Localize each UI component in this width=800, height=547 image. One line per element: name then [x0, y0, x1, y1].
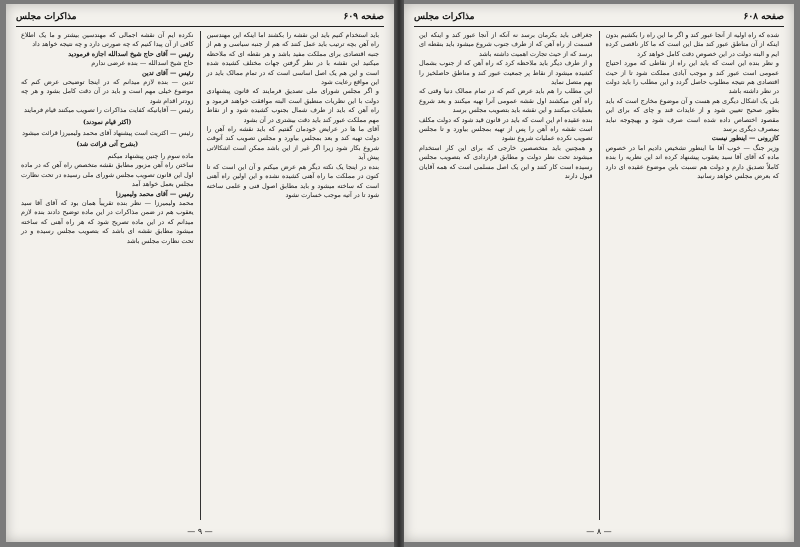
page-number: صفحه ۶۰۹ [343, 12, 384, 22]
page-body [414, 31, 784, 520]
parenthetical-note: (اکثر قیام نمودند) [83, 117, 132, 126]
header-divider [16, 26, 384, 27]
column-divider [599, 31, 600, 520]
page-header [16, 10, 384, 24]
paragraph: باید استخدام کنیم باید این نقشه را بکشند اما اینکه این مهندسین راه آهن بچه ترتیب باید عمل کنند که هم از جنبه سیاسی و هم از جنبه اقتصادی برای مملکت مفید باشد و هر نقطه ای که ملاحظه میکنید این نقشه با در نظر گرفتن جهات مختلف کشیده شده است و این هم یک اصل اساسی است که در تمام ممالک باید در این مواقع رعایت شود [206, 31, 379, 87]
paragraph: شده که راه اولیه از آنجا عبور کند و اگر ما این راه را بکشیم بدون اینکه از آن مناطق عبور کند مثل این است که ما کار ناقصی کرده ایم و البته دولت در این خصوص دقت کامل خواهد کرد [605, 31, 779, 58]
paragraph: رئیس — اکثریت است پیشنهاد آقای محمد ولیمیرزا قرائت میشود [22, 129, 194, 138]
running-title: مذاکرات مجلس [16, 12, 77, 22]
page-header [414, 10, 784, 24]
paragraph: نکرده ایم آن نقشه اجمالی که مهندسین بیشتر و ما یک اطلاع کافی از آن پیدا کنیم که چه صورتی دارد و چه نتیجه خواهد داد [21, 31, 194, 49]
text-column-right [601, 31, 785, 520]
page-footer: — ۹ — [187, 527, 213, 536]
paragraph: جغرافی باید بکرمان برسد نه آنکه از آنجا عبور کند و اینکه این قسمت از راه آهن که از طرف جنوب شروع میشود باید بنقطه ای برسد که از حیث تجارت اهمیت داشته باشد [419, 31, 593, 58]
speaker-line: کازرونی — اینطور نیست [711, 134, 779, 143]
paragraph: تدین — بنده لازم میدانم که در اینجا توضیحی عرض کنم که موضوع خیلی مهم است و باید در آن دقت کامل بشود و هر چه زودتر اقدام شود [21, 78, 194, 105]
text-column-right [202, 31, 385, 520]
paragraph: بنده عقیده ام این است که باید در قانون قید شود که دولت مکلف است نقشه راه آهن را پس از تهیه بمجلس بیاورد و تا مجلس تصویب نکرده عملیات شروع نشود [419, 115, 593, 143]
column-divider [200, 31, 201, 520]
page-number: صفحه ۶۰۸ [743, 12, 784, 22]
paragraph: و از طرف دیگر باید ملاحظه کرد که راه آهن که از جنوب بشمال کشیده میشود از نقاط پر جمعیت عبور کند و مناطق حاصلخیز را بهم متصل نماید [419, 59, 593, 87]
paragraph: و اگر مجلس شورای ملی تصدیق فرمایند که قانون پیشنهادی دولت با این نظریات منطبق است البته موافقت خواهند فرمود و راه آهن که باید از طرف شمال بجنوب کشیده شود و از نقاط مهم مملکت عبور کند باید دقت بیشتری در آن بشود [206, 87, 379, 124]
running-title: مذاکرات مجلس [414, 12, 475, 22]
text-column-left [16, 31, 199, 520]
paragraph: رئیس — آقایانیکه کفایت مذاکرات را تصویب میکنند قیام فرمایند [24, 106, 194, 115]
page-footer: — ۸ — [586, 527, 612, 536]
left-page [6, 4, 394, 542]
paragraph: و همچنین باید متخصصین خارجی که برای این کار استخدام میشوند تحت نظر دولت و مطابق قراردادی که بتصویب مجلس رسیده است کار کنند و این یک اصل مسلمی است که همه آقایان قبول دارند [419, 143, 593, 181]
book-gutter [394, 0, 404, 547]
paragraph: ماده سوم را چنین پیشنهاد میکنم [107, 151, 194, 160]
parenthetical-note: (بشرح آتی قرائت شد) [76, 140, 139, 149]
paragraph: محمد ولیمیرزا — نظر بنده تقریباً همان بود که آقای آقا سید یعقوب هم در ضمن مذاکرات در این ماده توضیح دادند بنده لازم میدانم که در این ماده تصریح شود که هر راه آهنی که ساخته میشود مطابق نقشه ای باشد که بتصویب مجلس رسیده و در تحت نظارت مجلس باشد [21, 198, 194, 245]
paragraph: این مطلب را هم باید عرض کنم که در تمام ممالک دنیا وقتی که راه آهن میکشند اول نقشه عمومی آنرا تهیه میکنند و بعد شروع بعملیات میکنند و این نقشه باید بتصویب مجلس برسد [419, 87, 593, 115]
paragraph: بلی یک اشکال دیگری هم هست و آن موضوع مخارج است که باید بطور صحیح تعیین شود و از عایدات قند و چای که برای این مقصود اختصاص داده شده است صرف شود و بهیچوجه نباید بمصرف دیگری برسد [605, 96, 779, 134]
paragraph: آقای ما ها در عرایض خودمان گفتیم که باید نقشه راه آهن را دولت تهیه کند و بعد بمجلس بیاورد و مجلس تصویب کند آنوقت شروع بکار شود زیرا اگر غیر از این باشد ممکن است اشکالاتی پیش آید [206, 125, 379, 162]
speaker-line: رئیس — آقای حاج شیخ اسدالله اجازه فرمودید [68, 49, 194, 58]
paragraph: و نظر بنده این است که باید این راه از نقاطی که مورد احتیاج عمومی است عبور کند و موجب آبادی مملکت شود تا از حیث اقتصادی هم نتیجه مطلوب حاصل گردد و این مطلب را باید دولت در نظر داشته باشد [605, 59, 779, 96]
paragraph: بنده در اینجا یک نکته دیگر هم عرض میکنم و آن این است که تا کنون در مملکت ما راه آهنی کشیده نشده و این اولین راه آهنی است که ساخته میشود و باید مطابق اصول فنی و علمی ساخته شود تا در آتیه موجب خسارت نشود [206, 162, 379, 199]
paragraph: حاج شیخ اسدالله — بنده عرضی ندارم [91, 59, 194, 68]
speaker-line: رئیس — آقای تدین [141, 68, 194, 77]
paragraph: ساختن راه آهن مزبور مطابق نقشه متخصص راه آهن که در ماده اول این قانون تصویب مجلس شورای ملی رسیده در تحت نظارت مجلس بعمل خواهد آمد [21, 161, 194, 189]
right-page [404, 4, 794, 542]
page-body [16, 31, 384, 520]
speaker-line: رئیس — آقای محمد ولیمیرزا [115, 189, 194, 198]
text-column-left [414, 31, 598, 520]
header-divider [414, 26, 784, 27]
paragraph: وزیر جنگ — خوب آقا ما اینطور تشخیص دادیم اما در خصوص ماده که آقای آقا سید یعقوب پیشنهاد کرده اند این نظریه را بنده کاملاً تصدیق دارم و دولت هم نسبت باین موضوع عقیده ای دارد که بعرض مجلس خواهد رسانید [605, 143, 779, 181]
